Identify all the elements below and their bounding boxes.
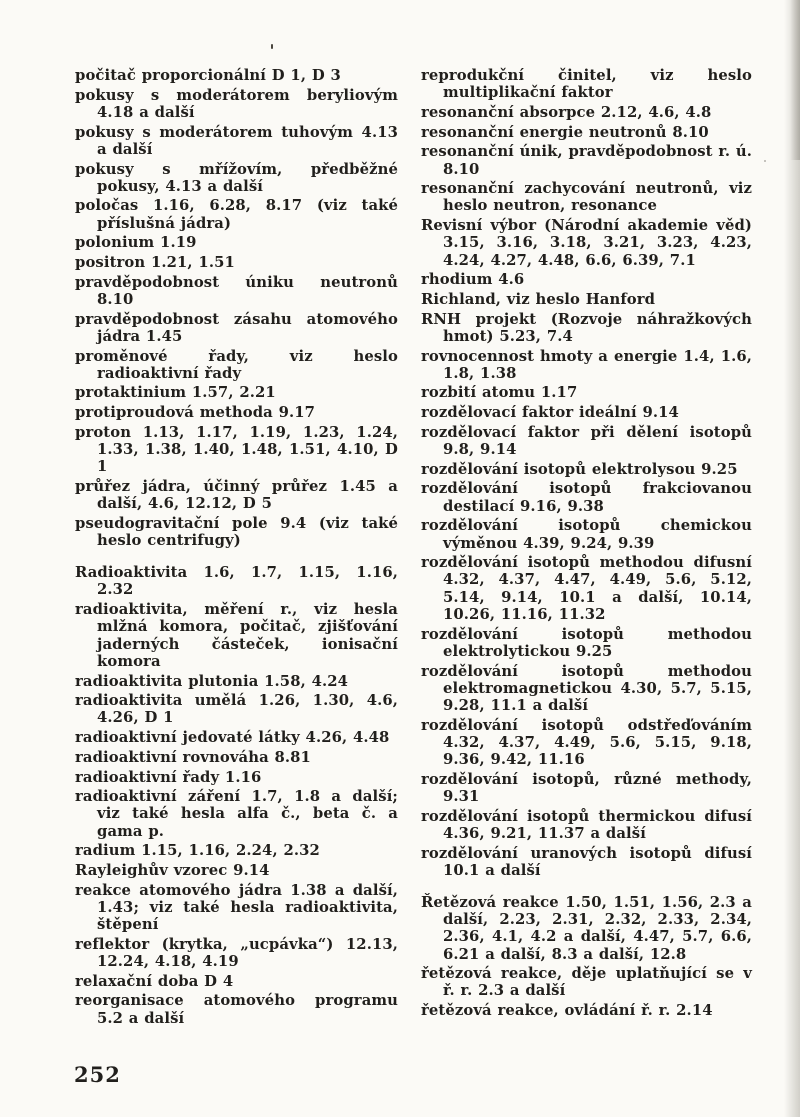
index-entry: pokusy s moderátorem tuhovým 4.13 a další xyxy=(75,123,398,158)
index-entry: Řetězová reakce 1.50, 1.51, 1.56, 2.3 a další, 2.23, 2.31, 2.32, 2.33, 2.34, 2.36, 4.1, 4.2 a další, 4.47, 5.7, 6.6, 6.21 a další, 8.3 a další, 12.8 xyxy=(421,893,752,963)
index-entry: reprodukční činitel, viz heslo multiplikační faktor xyxy=(421,67,752,102)
index-entry: Richland, viz heslo Hanford xyxy=(421,290,656,308)
index-entry: řetězová reakce, děje uplatňující se v ř. r. 2.3 a další xyxy=(421,965,752,1000)
index-entry: pseudogravitační pole 9.4 (viz také heslo centrifugy) xyxy=(75,514,398,550)
index-entry: positron 1.21, 1.51 xyxy=(75,254,235,272)
index-entry: radioaktivita plutonia 1.58, 4.24 xyxy=(75,672,349,690)
index-entry: reakce atomového jádra 1.38 a další, 1.43; viz také hesla radioaktivita, štěpení xyxy=(75,881,398,934)
index-column-right xyxy=(421,67,752,1022)
index-entry: rozdělovací faktor při dělení isotopů 9.8, 9.14 xyxy=(421,423,752,459)
index-entry: rozdělování isotopů frakciovanou destilací 9.16, 9.38 xyxy=(421,480,752,515)
index-entry: resonanční zachycování neutronů, viz heslo neutron, resonance xyxy=(421,180,752,215)
index-entry: rozdělování isotopů chemickou výměnou 4.39, 9.24, 9.39 xyxy=(421,517,752,552)
index-entry: Revisní výbor (Národní akademie věd) 3.15, 3.16, 3.18, 3.21, 3.23, 4.23, 4.24, 4.27, 4.48, 6.6, 6.39, 7.1 xyxy=(421,217,752,269)
index-entry: resonanční energie neutronů 8.10 xyxy=(421,123,709,141)
index-entry: rozdělovací faktor ideální 9.14 xyxy=(421,404,679,422)
index-entry: pokusy s moderátorem beryliovým 4.18 a další xyxy=(75,86,398,121)
index-entry: protiproudová methoda 9.17 xyxy=(75,404,316,422)
scan-edge-shadow xyxy=(784,0,800,1117)
index-entry: rozdělování isotopů elektrolysou 9.25 xyxy=(421,460,738,478)
index-entry: radioaktivní rovnováha 8.81 xyxy=(75,748,311,766)
index-entry: poločas 1.16, 6.28, 8.17 (viz také příslušná jádra) xyxy=(75,197,398,232)
index-entry: proměnové řady, viz heslo radioaktivní řady xyxy=(75,347,398,382)
scan-corner-shadow xyxy=(790,0,800,160)
index-entry: rozdělování uranových isotopů difusí 10.1 a další xyxy=(421,844,752,879)
index-entry: průřez jádra, účinný průřez 1.45 a další, 4.6, 12.12, D 5 xyxy=(75,477,398,513)
index-entry: reorganisace atomového programu 5.2 a další xyxy=(75,992,398,1027)
index-entry: rozdělování isotopů methodou elektromagnetickou 4.30, 5.7, 5.15, 9.28, 11.1 a další xyxy=(421,662,752,714)
page-number: 252 xyxy=(74,1062,121,1087)
index-entry: rozdělování isotopů, různé methody, 9.31 xyxy=(421,770,752,805)
index-entry: proton 1.13, 1.17, 1.19, 1.23, 1.24, 1.33, 1.38, 1.40, 1.48, 1.51, 4.10, D 1 xyxy=(75,423,398,476)
index-entry: pravděpodobnost zásahu atomového jádra 1.45 xyxy=(75,310,398,345)
index-entry: počitač proporcionální D 1, D 3 xyxy=(75,67,341,84)
index-entry: pokusy s mřížovím, předběžné pokusy, 4.13 a další xyxy=(75,160,398,195)
index-entry: radioaktivní řady 1.16 xyxy=(75,768,262,786)
index-entry: resonanční absorpce 2.12, 4.6, 4.8 xyxy=(421,103,712,121)
ink-speck xyxy=(764,160,766,162)
index-entry: rhodium 4.6 xyxy=(421,271,525,289)
index-entry: radioaktivní jedovaté látky 4.26, 4.48 xyxy=(75,729,390,747)
index-entry: RNH projekt (Rozvoje náhražkových hmot) 5.23, 7.4 xyxy=(421,310,752,345)
index-column-left xyxy=(75,67,398,1029)
index-entry: radioaktivita, měření r., viz hesla mlžná komora, počitač, zjišťování jaderných částeček, ionisační komora xyxy=(75,601,398,670)
index-entry: relaxační doba D 4 xyxy=(75,972,234,990)
index-entry: rovnocennost hmoty a energie 1.4, 1.6, 1.8, 1.38 xyxy=(421,347,752,382)
index-entry: Radioaktivita 1.6, 1.7, 1.15, 1.16, 2.32 xyxy=(75,564,398,599)
index-entry: rozdělování isotopů thermickou difusí 4.36, 9.21, 11.37 a další xyxy=(421,807,752,842)
index-entry: radioaktivní záření 1.7, 1.8 a další; viz také hesla alfa č., beta č. a gama p. xyxy=(75,788,398,840)
index-entry: reflektor (krytka, „ucpávka“) 12.13, 12.24, 4.18, 4.19 xyxy=(75,935,398,971)
index-entry: polonium 1.19 xyxy=(75,234,197,252)
index-entry: pravděpodobnost úniku neutronů 8.10 xyxy=(75,273,398,308)
index-entry: protaktinium 1.57, 2.21 xyxy=(75,384,276,402)
index-entry: Rayleighův vzorec 9.14 xyxy=(75,862,270,880)
index-entry: řetězová reakce, ovládání ř. r. 2.14 xyxy=(421,1002,713,1020)
index-entry: radium 1.15, 1.16, 2.24, 2.32 xyxy=(75,842,320,860)
index-entry: rozdělování isotopů odstřeďováním 4.32, 4.37, 4.49, 5.6, 5.15, 9.18, 9.36, 9.42, 11.16 xyxy=(421,716,752,769)
index-entry: rozbití atomu 1.17 xyxy=(421,384,578,402)
index-entry: resonanční únik, pravděpodobnost r. ú. 8.10 xyxy=(421,143,753,178)
index-entry: rozdělování isotopů methodou elektrolytickou 9.25 xyxy=(421,625,752,660)
ink-speck xyxy=(271,44,273,49)
index-entry: rozdělování isotopů methodou difusní 4.32, 4.37, 4.47, 4.49, 5.6, 5.12, 5.14, 9.14, 10.1 a další, 10.14, 10.26, 11.16, 11.32 xyxy=(421,554,752,623)
index-entry: radioaktivita umělá 1.26, 1.30, 4.6, 4.26, D 1 xyxy=(75,692,398,727)
